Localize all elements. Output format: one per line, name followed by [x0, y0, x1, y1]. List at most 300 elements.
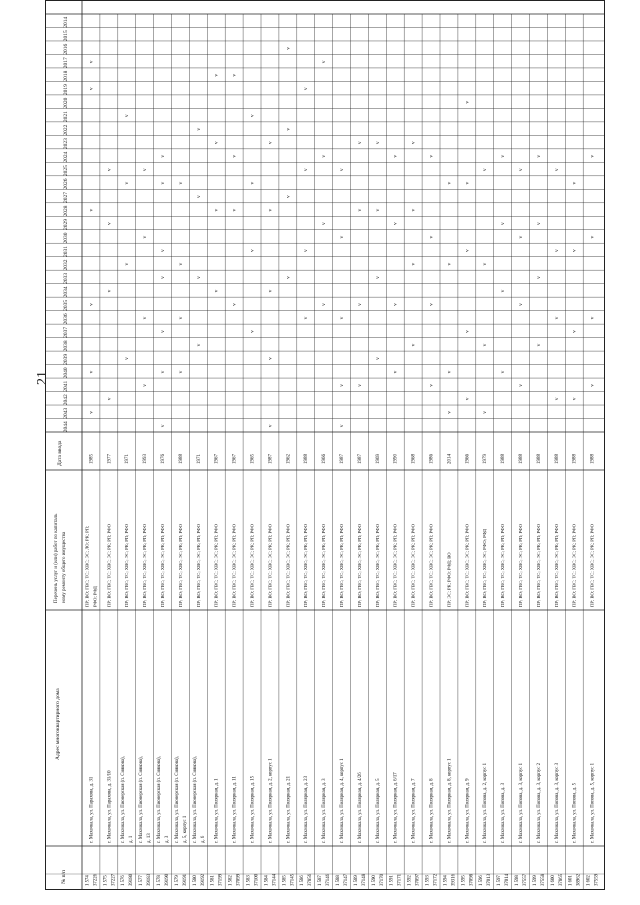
row-address: г. Махачкала, ул. Парахова, д. 31: [89, 776, 95, 843]
row-mark: v: [356, 384, 363, 387]
row-address: г. Махачкала, ул. Полярная, д. 21: [286, 776, 292, 843]
row-id: 38962: [576, 874, 582, 886]
row-mark: v: [303, 316, 310, 320]
year-label: 2016: [63, 43, 69, 55]
row-mark: v: [500, 289, 507, 293]
row-mark: v: [338, 424, 345, 428]
row-mark: v: [267, 208, 274, 212]
row-year: 1987: [339, 454, 345, 464]
row-mark: v: [500, 370, 507, 374]
row-mark: v: [249, 330, 256, 333]
row-mark: v: [446, 262, 453, 266]
row-mark: v: [500, 154, 507, 158]
row-id: 37856: [308, 874, 314, 886]
year-label: 2041: [63, 380, 69, 392]
row-mark: v: [553, 168, 560, 172]
row-address: г. Махачкала, ул. Полярная, д. 15: [250, 776, 256, 843]
row-address: г. Махачкала, ул. Полярная, д. 8, корпус 1: [447, 758, 453, 843]
row-works: ПР; ВО; ГВС; ТС; ХВС; ЭС; РК; РП; РФО: [106, 524, 112, 607]
row-id: 37865: [558, 874, 564, 886]
row-mark: v: [464, 397, 471, 401]
row-number: 1 598: [514, 875, 520, 886]
row-works: ПР; ВО; ГВС; ТС; ХВС; ЭС; ЛО; РК; РП;: [84, 525, 90, 607]
row-id: 37559: [594, 874, 600, 886]
row-address-cont: д. 1: [129, 835, 135, 843]
row-mark: v: [195, 127, 202, 131]
year-label: 2044: [63, 421, 69, 433]
row-year: 1967: [232, 454, 238, 464]
row-number: 1 574: [85, 875, 91, 886]
row-year: 1988: [178, 454, 184, 464]
row-number: 1 600: [550, 875, 556, 886]
row-mark: v: [482, 262, 489, 266]
row-address: г. Махачкала, ул. Попова, д. 3: [501, 782, 507, 843]
schedule-table: [45, 0, 605, 890]
row-year: 1967: [214, 454, 220, 464]
row-mark: v: [124, 357, 131, 360]
row-works: ПР; ВО; ГВС; ТС; ХВС; ЭС; РК; РП; РФО: [374, 524, 380, 607]
row-number: 1 602: [586, 875, 592, 886]
row-mark: v: [356, 303, 363, 306]
year-label: 2029: [63, 219, 69, 230]
row-id: 39192: [200, 874, 206, 886]
year-label: 2024: [63, 151, 69, 163]
row-id: 39191: [182, 874, 188, 886]
row-mark: v: [553, 249, 560, 252]
row-mark: v: [553, 316, 560, 320]
row-mark: v: [446, 411, 453, 414]
row-mark: v: [177, 181, 184, 185]
row-mark: v: [177, 370, 184, 374]
row-mark: v: [464, 100, 471, 104]
row-address-cont: д. 3: [164, 835, 170, 843]
row-works: ПР; ВО; ГВС; ТС; ХВС; ЭС; РК; РП; РФО: [124, 524, 130, 607]
year-label: 2043: [63, 407, 69, 419]
row-mark: v: [535, 343, 542, 347]
row-mark: v: [482, 411, 489, 414]
row-id: 37148: [361, 874, 367, 886]
year-label: 2027: [63, 192, 69, 204]
row-number: 1 597: [497, 875, 503, 886]
row-mark: v: [249, 249, 256, 252]
row-mark: v: [106, 289, 113, 293]
row-number: 1 589: [353, 875, 359, 886]
row-works: ПР; ВО; ГВС; ТС; ХВС; ЭС; РК; РП; РФО: [392, 524, 398, 607]
row-works: ПР; ВО; ГВС; ТС; ХВС; ЭС; РК; РП; РФО: [195, 524, 201, 607]
row-year: 1966: [322, 454, 328, 464]
row-mark: v: [482, 168, 489, 172]
row-works: ПР; ВО; ГВС; ТС; ХВС; ЭС; РК; РП; РФО: [553, 524, 559, 607]
row-mark: v: [517, 168, 524, 172]
row-number: 1 585: [282, 875, 288, 886]
row-mark: v: [303, 168, 310, 172]
row-address: г. Махачкала, ул. Парахова, д. 31/10: [107, 770, 113, 843]
row-mark: v: [464, 249, 471, 252]
row-mark: v: [464, 330, 471, 333]
row-mark: v: [321, 222, 328, 225]
row-mark: v: [88, 303, 95, 306]
row-number: 1 584: [264, 875, 270, 886]
row-id: 39183: [147, 874, 153, 886]
row-address: г. Махачкала, ул. Полярная, д. 23: [304, 776, 310, 843]
row-address-cont: д. 5, корпус 1: [182, 815, 188, 843]
row-mark: v: [213, 289, 220, 293]
row-mark: v: [88, 60, 95, 64]
row-id: 37144: [272, 874, 278, 886]
row-mark: v: [410, 208, 417, 212]
row-mark: v: [195, 343, 202, 347]
row-mark: v: [106, 397, 113, 401]
row-number: 1 591: [389, 875, 395, 886]
year-label: 2030: [63, 232, 69, 244]
row-mark: v: [356, 208, 363, 212]
row-mark: v: [338, 235, 345, 239]
year-label: 2018: [63, 70, 69, 82]
row-number: 1 590: [371, 875, 377, 886]
row-mark: v: [159, 370, 166, 374]
row-works: ПР; ВО; ГВС; ТС; ХВС; ЭС; РК; РП; РФО: [464, 524, 470, 607]
row-number: 1 576: [121, 875, 127, 886]
row-works: ПР; ВО; ГВС; ТС; ХВС; ЭС; РК; РП; РФО: [535, 524, 541, 607]
row-works: ПР; ВО; ГВС; ТС; ХВС; ЭС; РК; РП; РФО: [589, 524, 595, 607]
row-address: г. Махачкала, ул. Пионерская (п. Сиякова),: [192, 756, 198, 843]
year-label: 2035: [63, 299, 69, 311]
year-label: 2040: [63, 367, 69, 379]
row-works: ПР; ВО; ГВС; ТС; ХВС; ЭС; РК; РП; РФО: [213, 524, 219, 607]
row-address: г. Махачкала, ул. Полярная, д. 4/26: [357, 772, 363, 843]
row-mark: v: [124, 181, 131, 185]
row-mark: v: [428, 235, 435, 239]
row-year: 1990: [393, 454, 399, 464]
row-id: 37013: [487, 874, 493, 886]
row-works: ПР; ВО; ГВС; ТС; ХВС; ЭС; РК; РП; РФО: [571, 524, 577, 607]
row-mark: v: [464, 181, 471, 185]
row-mark: v: [195, 195, 202, 199]
row-year: 2014: [447, 454, 453, 464]
row-address: г. Махачкала, ул. Попова, д. 5: [572, 782, 578, 843]
row-id: 37097: [415, 874, 421, 886]
row-id: 37146: [326, 874, 332, 886]
row-year: 1988: [536, 454, 542, 464]
row-mark: v: [159, 181, 166, 185]
row-number: 1 583: [246, 875, 252, 886]
row-year: 1971: [125, 454, 131, 464]
year-label: 2032: [63, 259, 69, 271]
row-mark: v: [446, 181, 453, 185]
row-mark: v: [285, 276, 292, 279]
row-id: 37171: [397, 874, 403, 886]
row-mark: v: [571, 181, 578, 185]
row-mark: v: [285, 46, 292, 50]
row-number: 1 580: [192, 875, 198, 886]
row-number: 1 587: [318, 875, 324, 886]
year-label: 2017: [63, 57, 69, 69]
row-mark: v: [321, 303, 328, 306]
year-label: 2039: [63, 353, 69, 365]
row-mark: v: [392, 370, 399, 374]
row-mark: v: [231, 73, 238, 77]
row-year: 1988: [554, 454, 560, 464]
row-mark: v: [500, 222, 507, 225]
row-number: 1 582: [228, 875, 234, 886]
row-year: 1965: [250, 454, 256, 464]
header-address: Адрес многоквартирного дома: [55, 688, 61, 760]
year-label: 2014: [63, 16, 69, 28]
header-year: Дата ввода: [57, 440, 63, 466]
row-year: 1976: [160, 454, 166, 464]
row-works: ПР; ВО; ГВС; ТС; ХВС; ЭС; РК; РП; РФО: [267, 524, 273, 607]
row-number: 1 575: [103, 875, 109, 886]
year-label: 2022: [63, 124, 69, 136]
row-works: ПР; ВО; ГВС; ТС; ХВС; ЭС; РК; РП; РФО: [517, 524, 523, 607]
row-number: 1 586: [300, 875, 306, 886]
row-year: 1988: [501, 454, 507, 464]
row-address: г. Махачкала, ул. Пионерская (п. Сиякова),: [121, 756, 127, 843]
row-mark: v: [159, 154, 166, 158]
year-label: 2021: [63, 111, 69, 123]
row-mark: v: [231, 208, 238, 212]
row-mark: v: [589, 316, 596, 320]
row-number: 1 577: [139, 875, 145, 886]
row-works: ПР; ВО; ГВС; ТС; ХВС; ЭС; РК; РП; РФО: [285, 524, 291, 607]
row-mark: v: [392, 303, 399, 306]
row-id: 37172: [433, 874, 439, 886]
row-number: 1 599: [532, 875, 538, 886]
year-label: 2025: [63, 165, 69, 177]
row-works-cont: РФО; РФД: [92, 586, 98, 607]
row-mark: v: [267, 424, 274, 428]
row-number: 1 578: [156, 875, 162, 886]
row-works: ПР; ВО; ГВС; ТС; ХВС; ЭС; РФО; РФД: [482, 529, 488, 607]
row-year: 1988: [590, 454, 596, 464]
row-id: 37145: [290, 874, 296, 886]
row-number: 1 596: [479, 875, 485, 886]
row-mark: v: [446, 370, 453, 374]
row-address: г. Махачкала, ул. Попова, д. 3, корпус 1: [518, 762, 524, 843]
row-address: г. Махачкала, ул. Попова, д. 2, корпус 1: [483, 762, 489, 843]
row-mark: v: [535, 154, 542, 158]
row-year: 1962: [286, 454, 292, 464]
row-year: 1988: [304, 454, 310, 464]
row-mark: v: [356, 141, 363, 145]
row-mark: v: [285, 127, 292, 131]
year-label: 2019: [63, 84, 69, 96]
row-id: 39316: [451, 874, 457, 886]
row-id: 37226: [93, 874, 99, 886]
row-address: г. Махачкала, ул. Полярная, д. 7: [411, 778, 417, 843]
row-mark: v: [410, 343, 417, 347]
row-year: 1968: [411, 454, 417, 464]
row-mark: v: [142, 235, 149, 239]
row-mark: v: [249, 181, 256, 185]
row-year: 1966: [465, 454, 471, 464]
row-address: г. Махачкала, ул. Попова, д. 3, корпус 2: [536, 762, 542, 843]
row-mark: v: [106, 168, 113, 172]
row-address: г. Махачкала, ул. Полярная, д. 6/17: [393, 772, 399, 843]
row-mark: v: [589, 384, 596, 387]
year-label: 2042: [63, 394, 69, 406]
row-mark: v: [321, 154, 328, 158]
row-mark: v: [589, 154, 596, 158]
row-address: г. Махачкала, ул. Полярная, д. 9: [465, 778, 471, 843]
row-address: г. Махачкала, ул. Попова, д. 5, корпус 1: [590, 762, 596, 843]
row-mark: v: [213, 73, 220, 77]
row-mark: v: [428, 384, 435, 387]
row-works: ПР; ВО; ГВС; ТС; ХВС; ЭС; РК; РП; РФО: [142, 524, 148, 607]
row-number: 1 595: [461, 875, 467, 886]
row-works: ПР; ВО; ГВС; ТС; ХВС; ЭС; РК; РП; РФО: [410, 524, 416, 607]
row-year: 1988: [572, 454, 578, 464]
page-number: 21: [35, 371, 50, 385]
row-mark: v: [535, 276, 542, 279]
row-mark: v: [88, 370, 95, 374]
row-address-cont: д. 13: [147, 833, 153, 843]
row-year: 1987: [357, 454, 363, 464]
row-mark: v: [231, 154, 238, 158]
row-mark: v: [124, 262, 131, 266]
row-mark: v: [177, 316, 184, 320]
row-id: 37147: [343, 874, 349, 886]
row-number: 1 601: [568, 875, 574, 886]
row-works: ПР; ВО; ГВС; ТС; ХВС; ЭС; РК; РП; РФО: [159, 524, 165, 607]
year-label: 2015: [63, 30, 69, 42]
row-year: 1986: [429, 454, 435, 464]
row-works: ПР; ВО; ГВС; ТС; ХВС; ЭС; РК; РП; РФО: [428, 524, 434, 607]
row-mark: v: [410, 141, 417, 145]
row-id: 37227: [111, 874, 117, 886]
row-works: ПР; ЭС; РК; РФО; РФД; ВО: [446, 552, 452, 607]
row-mark: v: [142, 384, 149, 387]
row-works: ПР; ВО; ГВС; ТС; ХВС; ЭС; РК; РП; РФО: [249, 524, 255, 607]
row-mark: v: [195, 276, 202, 279]
row-address: г. Махачкала, ул. Полярная, д. 2, корпус 1: [268, 758, 274, 843]
row-mark: v: [142, 316, 149, 320]
row-address: г. Махачкала, ул. Полярная, д. 4, корпус 1: [339, 758, 345, 843]
row-id: 37170: [379, 874, 385, 886]
row-mark: v: [231, 303, 238, 306]
row-mark: v: [338, 168, 345, 172]
row-mark: v: [374, 208, 381, 212]
row-mark: v: [428, 154, 435, 158]
row-mark: v: [159, 330, 166, 333]
row-mark: v: [321, 60, 328, 64]
row-mark: v: [249, 114, 256, 118]
row-number: 1 592: [407, 875, 413, 886]
row-mark: v: [159, 249, 166, 252]
row-mark: v: [338, 384, 345, 387]
row-mark: v: [303, 249, 310, 252]
row-address: г. Махачкала, ул. Пионерская (п. Сиякова),: [156, 756, 162, 843]
row-id: 37557: [522, 874, 528, 886]
year-label: 2033: [63, 272, 69, 284]
row-mark: v: [88, 87, 95, 91]
row-works: ПР; ВО; ГВС; ТС; ХВС; ЭС; РК; РП; РФО: [356, 524, 362, 607]
row-works: ПР; ВО; ГВС; ТС; ХВС; ЭС; РК; РП; РФО: [338, 524, 344, 607]
row-address-cont: д. 6: [200, 835, 206, 843]
row-mark: v: [267, 289, 274, 293]
row-mark: v: [517, 303, 524, 306]
row-mark: v: [535, 222, 542, 225]
row-year: 1993: [143, 454, 149, 464]
row-mark: v: [428, 303, 435, 306]
row-year: 1987: [268, 454, 274, 464]
row-mark: v: [553, 397, 560, 401]
year-label: 2034: [63, 286, 69, 298]
row-id: 37100: [254, 874, 260, 886]
row-mark: v: [159, 424, 166, 428]
row-number: 1 579: [174, 875, 180, 886]
row-number: 1 588: [335, 875, 341, 886]
row-mark: v: [303, 87, 310, 91]
row-address: г. Махачкала, ул. Полярная, д. 5: [375, 778, 381, 843]
row-works: ПР; ВО; ГВС; ТС; ХВС; ЭС; РК; РП; РФО: [500, 524, 506, 607]
row-address: г. Махачкала, ул. Полярная, д. 8: [429, 778, 435, 843]
year-label: 2037: [63, 326, 69, 338]
row-mark: v: [482, 343, 489, 347]
row-mark: v: [267, 357, 274, 360]
row-mark: v: [124, 114, 131, 118]
row-mark: v: [517, 235, 524, 239]
row-year: 1971: [196, 454, 202, 464]
row-mark: v: [392, 222, 399, 225]
row-mark: v: [88, 411, 95, 414]
row-id: 37098: [469, 874, 475, 886]
header-no: № п/п: [61, 869, 67, 884]
row-address: г. Махачкала, ул. Пионерская (п. Сиякова),: [139, 756, 145, 843]
row-id: 37199: [218, 874, 224, 886]
year-label: 2038: [63, 340, 69, 352]
row-mark: v: [106, 222, 113, 225]
row-address: г. Махачкала, ул. Пионерская (п. Сиякова),: [174, 756, 180, 843]
row-works: ПР; ВО; ГВС; ТС; ХВС; ЭС; РК; РП; РФО: [177, 524, 183, 607]
year-label: 2028: [63, 205, 69, 217]
row-year: 1979: [483, 454, 489, 464]
row-mark: v: [589, 235, 596, 239]
row-id: 37558: [540, 874, 546, 886]
header-works-line1: Перечень услуг и (или) работ по капиталь: [54, 513, 59, 603]
row-id: 39190: [164, 874, 170, 886]
row-id: 37099: [236, 874, 242, 886]
row-mark: v: [571, 330, 578, 333]
row-year: 1985: [89, 454, 95, 464]
row-year: 1988: [518, 454, 524, 464]
row-mark: v: [571, 249, 578, 252]
row-works: ПР; ВО; ГВС; ТС; ХВС; ЭС; РК; РП; РФО: [303, 524, 309, 607]
row-works: ПР; ВО; ГВС; ТС; ХВС; ЭС; РК; РП; РФО: [231, 524, 237, 607]
row-year: 1977: [107, 454, 113, 464]
row-mark: v: [159, 276, 166, 279]
row-mark: v: [213, 141, 220, 145]
year-label: 2020: [63, 97, 69, 109]
table-frame: [46, 1, 605, 890]
row-mark: v: [338, 316, 345, 320]
row-mark: v: [142, 168, 149, 172]
row-works: ПР; ВО; ГВС; ТС; ХВС; ЭС; РК; РП; РФО: [321, 524, 327, 607]
row-mark: v: [177, 262, 184, 266]
row-address: г. Махачкала, ул. Полярная, д. 3: [322, 778, 328, 843]
row-year: 1969: [375, 454, 381, 464]
row-mark: v: [374, 276, 381, 279]
row-mark: v: [267, 141, 274, 145]
row-mark: v: [374, 357, 381, 360]
row-mark: v: [213, 208, 220, 212]
row-number: 1 581: [210, 875, 216, 886]
year-label: 2026: [63, 178, 69, 190]
row-mark: v: [571, 397, 578, 401]
year-label: 2031: [63, 245, 69, 257]
row-address: г. Махачкала, ул. Полярная, д. 11: [232, 776, 238, 843]
row-mark: v: [88, 208, 95, 212]
